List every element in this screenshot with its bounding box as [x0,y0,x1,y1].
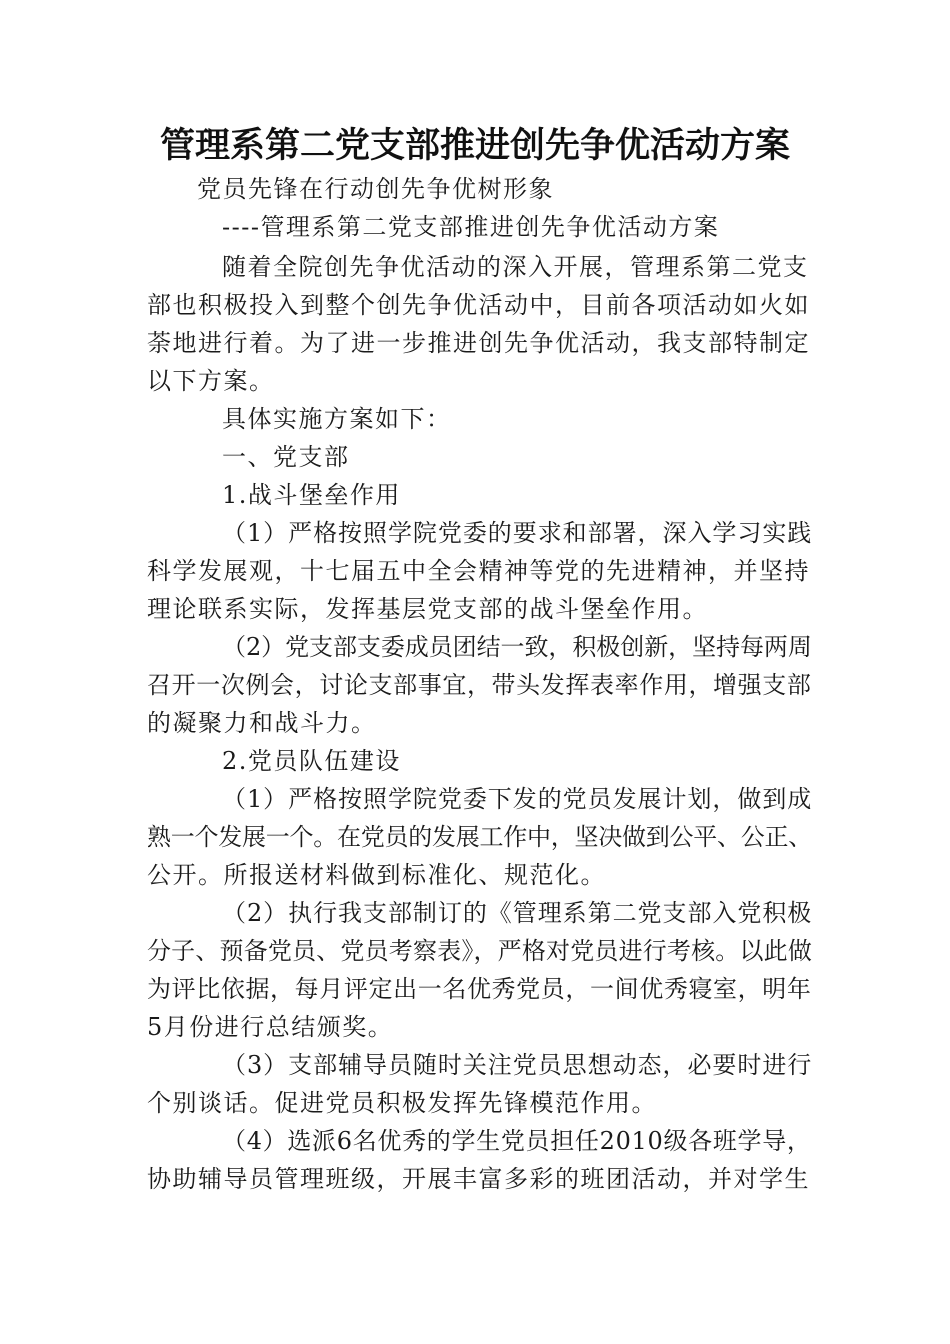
paragraph-line: 部也积极投入到整个创先争优活动中，目前各项活动如火如 [147,291,810,319]
paragraph-line: 公开。所报送材料做到标准化、规范化。 [147,861,606,889]
paragraph-line: （2）党支部支委成员团结一致，积极创新，坚持每两周 [222,633,812,661]
document-title: 管理系第二党支部推进创先争优活动方案 [159,126,790,166]
paragraph-line: 理论联系实际，发挥基层党支部的战斗堡垒作用。 [147,595,708,623]
paragraph-line: 熟一个发展一个。在党员的发展工作中，坚决做到公平、公正、 [147,823,812,851]
document-subtitle: 党员先锋在行动创先争优树形象 [197,175,554,203]
paragraph-line: 以下方案。 [147,367,275,395]
paragraph-line: 协助辅导员管理班级，开展丰富多彩的班团活动，并对学生 [147,1165,810,1193]
paragraph-line: （3）支部辅导员随时关注党员思想动态，必要时进行 [222,1051,813,1079]
paragraph-line: 科学发展观，十七届五中全会精神等党的先进精神，并坚持 [147,557,810,585]
subsection-heading: 2.党员队伍建设 [222,747,401,775]
paragraph-line: 5月份进行总结颁奖。 [147,1013,394,1041]
paragraph-line: 随着全院创先争优活动的深入开展，管理系第二党支 [222,253,809,281]
paragraph-line: 的凝聚力和战斗力。 [147,709,377,737]
paragraph-line: 分子、预备党员、党员考察表》，严格对党员进行考核。以此做 [147,937,812,965]
paragraph-line: 荼地进行着。为了进一步推进创先争优活动，我支部特制定 [147,329,810,357]
subsection-heading: 1.战斗堡垒作用 [222,481,401,509]
paragraph-line: 具体实施方案如下： [222,405,452,433]
paragraph-line: （2）执行我支部制订的《管理系第二党支部入党积极 [222,899,813,927]
paragraph-line: 召开一次例会，讨论支部事宜，带头发挥表率作用，增强支部 [147,671,812,699]
paragraph-line: 个别谈话。促进党员积极发挥先锋模范作用。 [147,1089,657,1117]
document-subtitle-2: ----管理系第二党支部推进创先争优活动方案 [222,213,720,241]
paragraph-line: 为评比依据，每月评定出一名优秀党员，一间优秀寝室，明年 [147,975,812,1003]
paragraph-line: （4）选派6名优秀的学生党员担任2010级各班学导， [222,1127,812,1155]
paragraph-line: （1）严格按照学院党委的要求和部署，深入学习实践 [222,519,813,547]
section-heading: 一、党支部 [222,443,350,471]
paragraph-line: （1）严格按照学院党委下发的党员发展计划，做到成 [222,785,813,813]
